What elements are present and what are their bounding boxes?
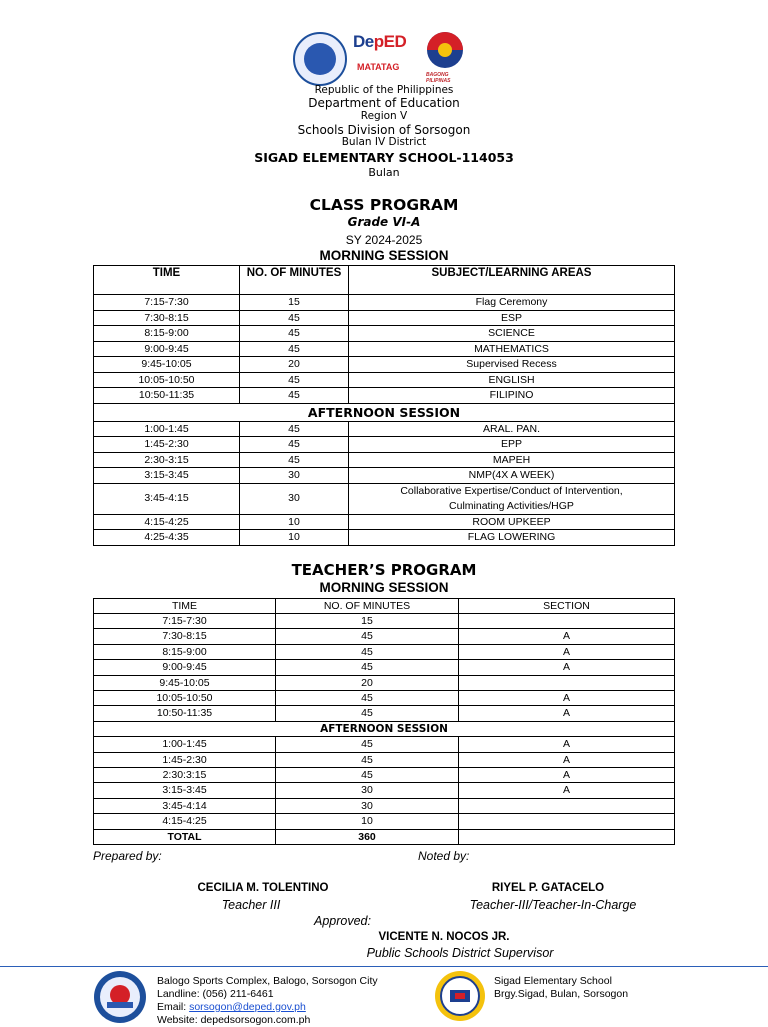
- table-row: 10:50-11:35 45 A: [94, 706, 675, 721]
- division-text: Schools Division of Sorsogon: [297, 123, 471, 137]
- class-afternoon-session-row: [94, 403, 675, 421]
- header-time: TIME: [94, 266, 240, 295]
- bagong-pilipinas-logo: [423, 30, 467, 70]
- class-program-title: CLASS PROGRAM: [309, 196, 459, 214]
- noted-by-label: Noted by:: [418, 849, 470, 863]
- header-section: SECTION: [459, 599, 675, 614]
- prepared-by-position: Teacher III: [221, 898, 281, 912]
- table-row: 2:30:3:15 45 A: [94, 768, 675, 783]
- table-row: 9:00-9:45 45 A: [94, 660, 675, 675]
- header-minutes: NO. OF MINUTES: [276, 599, 459, 614]
- table-row: 1:00-1:45 45 ARAL. PAN.: [94, 421, 675, 437]
- table-row: 9:45-10:05 20: [94, 675, 675, 690]
- table-row: 7:15-7:30 15: [94, 614, 675, 629]
- footer-school-name: Sigad Elementary School: [494, 975, 612, 987]
- header-subject: SUBJECT/LEARNING AREAS: [349, 266, 675, 295]
- table-row: 10:05-10:50 45 A: [94, 691, 675, 706]
- table-row: 10:50-11:35 45 FILIPINO: [94, 388, 675, 404]
- teacher-afternoon-session-row: [94, 721, 675, 736]
- table-row: 3:15-3:45 30 NMP(4X A WEEK): [94, 468, 675, 484]
- table-row: 3:45-4:14 30: [94, 798, 675, 813]
- region-text: Region V: [360, 110, 408, 122]
- table-row: 4:15-4:25 10: [94, 814, 675, 829]
- table-row: 10:05-10:50 45 ENGLISH: [94, 372, 675, 388]
- teacher-morning-session-label: MORNING SESSION: [319, 580, 449, 595]
- teacher-program-table: [93, 598, 675, 845]
- header-time: TIME: [94, 599, 276, 614]
- table-row: 4:15-4:25 10 ROOM UPKEEP: [94, 514, 675, 530]
- table-row: 7:30-8:15 45 ESP: [94, 310, 675, 326]
- table-row: 8:15-9:00 45 SCIENCE: [94, 326, 675, 342]
- prepared-by-label: Prepared by:: [93, 849, 162, 863]
- deped-logo: DepED: [353, 32, 407, 51]
- table-row: 9:45-10:05 20 Supervised Recess: [94, 357, 675, 373]
- table-row: 2:30-3:15 45 MAPEH: [94, 452, 675, 468]
- bagong-pilipinas-text: BAGONG PILIPINAS: [426, 72, 451, 84]
- header-logos: [293, 30, 473, 86]
- republic-text: Republic of the Philippines: [314, 84, 454, 96]
- table-row: 3:15-3:45 30 A: [94, 783, 675, 798]
- deped-seal-logo: [293, 32, 347, 86]
- deped-sorsogon-logo: [93, 970, 147, 1024]
- footer-school: [494, 975, 628, 1001]
- table-row: 4:25-4:35 10 FLAG LOWERING: [94, 530, 675, 546]
- footer-contact: [157, 975, 378, 1027]
- footer-landline: Landline: (056) 211-6461: [157, 988, 274, 1000]
- footer-website: Website: depedsorsogon.com.ph: [157, 1014, 311, 1026]
- table-row: 3:45-4:15 30 Collaborative Expertise/Conduct of Intervention, Culminating Activities/HGP: [94, 483, 675, 514]
- prepared-by-name: CECILIA M. TOLENTINO: [197, 882, 329, 894]
- town-text: Bulan: [368, 166, 400, 179]
- department-text: Department of Education: [308, 96, 460, 110]
- class-table-header-row: [94, 266, 675, 295]
- footer-email-link[interactable]: sorsogon@deped.gov.ph: [189, 1001, 306, 1013]
- noted-by-position: Teacher-III/Teacher-In-Charge: [469, 898, 637, 912]
- table-row: 8:15-9:00 45 A: [94, 644, 675, 659]
- noted-by-name: RIYEL P. GATACELO: [491, 882, 605, 894]
- grade-text: Grade VI-A: [347, 215, 421, 229]
- school-year-text: SY 2024-2025: [345, 233, 423, 247]
- table-row: 1:00-1:45 45 A: [94, 737, 675, 752]
- footer-address: Balogo Sports Complex, Balogo, Sorsogon City: [157, 975, 378, 987]
- footer-school-address: Brgy.Sigad, Bulan, Sorsogon: [494, 988, 629, 1000]
- header-minutes: NO. OF MINUTES: [240, 266, 349, 295]
- total-label: TOTAL: [94, 829, 276, 844]
- teacher-program-title: TEACHER’S PROGRAM: [291, 561, 477, 579]
- approved-by-name: VICENTE N. NOCOS JR.: [378, 931, 510, 943]
- footer-divider: [0, 966, 768, 967]
- matatag-logo: MATATAG: [357, 62, 400, 72]
- footer-email-line: Email: sorsogon@deped.gov.ph: [157, 1001, 306, 1013]
- approved-by-position: Public Schools District Supervisor: [366, 946, 554, 960]
- teacher-table-header-row: [94, 599, 675, 614]
- total-value: 360: [276, 829, 459, 844]
- class-program-table: [93, 265, 675, 546]
- table-row: 7:30-8:15 45 A: [94, 629, 675, 644]
- total-row: [94, 829, 675, 844]
- school-name: SIGAD ELEMENTARY SCHOOL-114053: [254, 150, 514, 165]
- table-row: 9:00-9:45 45 MATHEMATICS: [94, 341, 675, 357]
- sigad-school-logo: [434, 970, 486, 1022]
- table-row: 1:45-2:30 45 EPP: [94, 437, 675, 453]
- teacher-afternoon-session-label: AFTERNOON SESSION: [94, 721, 675, 736]
- district-text: Bulan IV District: [341, 136, 427, 148]
- class-afternoon-session-label: AFTERNOON SESSION: [94, 403, 675, 421]
- table-row: 7:15-7:30 15 Flag Ceremony: [94, 295, 675, 311]
- table-row: 1:45-2:30 45 A: [94, 752, 675, 767]
- class-morning-session-label: MORNING SESSION: [319, 248, 449, 263]
- approved-label: Approved:: [314, 914, 371, 928]
